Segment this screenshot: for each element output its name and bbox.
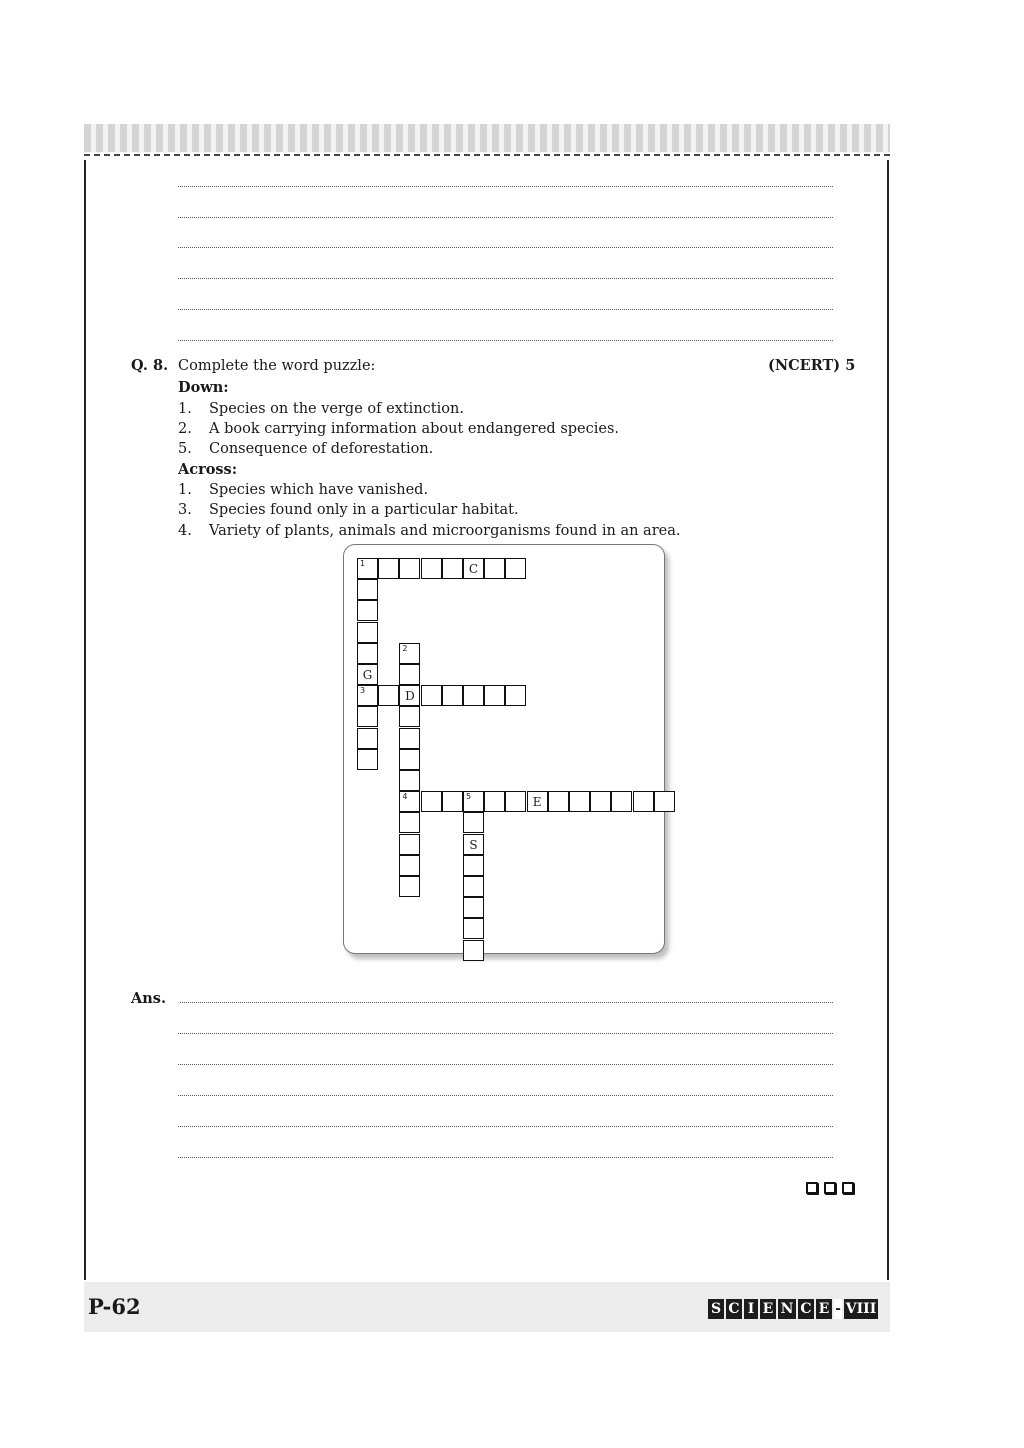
answer-label: Ans. <box>131 990 167 1007</box>
subject-letter: VIII <box>845 1301 877 1317</box>
crossword-cell[interactable] <box>357 558 378 579</box>
crossword-cell[interactable] <box>569 791 590 812</box>
crossword-cell[interactable] <box>463 855 484 876</box>
given-letter: G <box>362 668 373 682</box>
crossword-cell[interactable] <box>633 791 654 812</box>
subject-letter: - <box>835 1301 841 1317</box>
down-clue: Consequence of deforestation. <box>209 441 434 457</box>
crossword-cell[interactable] <box>357 579 378 600</box>
crossword-cell[interactable] <box>399 812 420 833</box>
crossword-cell[interactable] <box>357 664 378 685</box>
question-text: Complete the word puzzle: <box>178 358 376 374</box>
crossword-cell[interactable] <box>421 558 442 579</box>
answer-line[interactable] <box>178 1126 833 1127</box>
subject-letter: C <box>726 1299 742 1319</box>
answer-line[interactable] <box>178 217 833 218</box>
across-clue: Species found only in a particular habitat. <box>209 502 519 518</box>
down-clue: Species on the verge of extinction. <box>209 401 464 417</box>
down-clue-number: 1. <box>178 401 192 417</box>
question-marks: (NCERT) 5 <box>768 357 856 374</box>
down-clue-number: 5. <box>178 441 192 457</box>
crossword-cell[interactable] <box>463 812 484 833</box>
page-number: P-62 <box>88 1294 141 1319</box>
crossword-cell[interactable] <box>399 706 420 727</box>
crossword-cell[interactable] <box>527 791 548 812</box>
crossword-cell[interactable] <box>611 791 632 812</box>
answer-line[interactable] <box>178 1064 833 1065</box>
crossword-cell[interactable] <box>399 770 420 791</box>
across-clue-number: 1. <box>178 482 192 498</box>
crossword-cell[interactable] <box>399 876 420 897</box>
answer-line[interactable] <box>178 186 833 187</box>
crossword-cell[interactable] <box>421 685 442 706</box>
crossword-cell[interactable] <box>399 685 420 706</box>
crossword-cell[interactable] <box>463 897 484 918</box>
given-letter: D <box>405 689 415 704</box>
crossword-cell[interactable] <box>442 558 463 579</box>
header-stripe <box>84 124 890 152</box>
crossword-card <box>343 544 665 954</box>
crossword-cell[interactable] <box>421 791 442 812</box>
crossword-cell[interactable] <box>378 685 399 706</box>
crossword-cell[interactable] <box>399 834 420 855</box>
crossword-cell[interactable] <box>357 685 378 706</box>
crossword-cell[interactable] <box>442 791 463 812</box>
crossword-cell[interactable] <box>654 791 675 812</box>
left-border <box>84 160 86 1280</box>
clue-number: 2 <box>402 643 408 653</box>
crossword-cell[interactable] <box>463 918 484 939</box>
crossword-cell[interactable] <box>505 558 526 579</box>
answer-line[interactable] <box>178 1095 833 1096</box>
crossword-cell[interactable] <box>399 728 420 749</box>
crossword-cell[interactable] <box>357 749 378 770</box>
subject-letter: S <box>708 1299 724 1319</box>
end-mark-icon <box>824 1182 836 1194</box>
crossword-cell[interactable] <box>357 728 378 749</box>
given-letter: E <box>532 795 542 810</box>
end-mark-icon <box>842 1182 854 1194</box>
crossword-cell[interactable] <box>484 685 505 706</box>
crossword-cell[interactable] <box>399 664 420 685</box>
subject-letter: I <box>744 1299 758 1319</box>
across-clue-number: 3. <box>178 502 192 518</box>
end-mark-icon <box>806 1182 818 1194</box>
down-heading: Down: <box>178 379 229 396</box>
subject-badge <box>708 1299 878 1319</box>
given-letter: C <box>468 562 479 576</box>
crossword-cell[interactable] <box>463 834 484 855</box>
across-clue: Species which have vanished. <box>209 482 429 498</box>
header-dashed-line <box>84 154 890 156</box>
clue-number: 1 <box>360 559 366 568</box>
crossword-cell[interactable] <box>357 643 378 664</box>
crossword-cell[interactable] <box>548 791 569 812</box>
crossword-cell[interactable] <box>484 791 505 812</box>
crossword-cell[interactable] <box>357 706 378 727</box>
crossword-cell[interactable] <box>463 685 484 706</box>
answer-line[interactable] <box>178 309 833 310</box>
down-clue-number: 2. <box>178 421 192 437</box>
answer-line[interactable] <box>178 340 833 341</box>
given-letter: S <box>469 837 478 852</box>
crossword-cell[interactable] <box>378 558 399 579</box>
across-heading: Across: <box>178 461 238 478</box>
answer-line[interactable] <box>178 1033 833 1034</box>
crossword-cell[interactable] <box>399 558 420 579</box>
across-clue: Variety of plants, animals and microorganisms found in an area. <box>209 523 681 539</box>
crossword-cell[interactable] <box>399 791 420 812</box>
clue-number: 4 <box>402 792 408 802</box>
crossword-cell[interactable] <box>399 643 420 664</box>
crossword-cell[interactable] <box>484 558 505 579</box>
crossword-cell[interactable] <box>590 791 611 812</box>
clue-number: 5 <box>466 792 472 802</box>
crossword-cell[interactable] <box>505 791 526 812</box>
answer-line[interactable] <box>178 1157 833 1158</box>
crossword-cell[interactable] <box>463 791 484 812</box>
right-border <box>887 160 889 1280</box>
down-clue: A book carrying information about endangered species. <box>209 421 620 437</box>
answer-line[interactable] <box>178 278 833 279</box>
crossword-cell[interactable] <box>357 600 378 621</box>
crossword-cell[interactable] <box>399 855 420 876</box>
crossword-cell[interactable] <box>442 685 463 706</box>
answer-line[interactable] <box>178 247 833 248</box>
subject-letter: E <box>816 1299 832 1319</box>
crossword-cell[interactable] <box>399 749 420 770</box>
subject-letter: E <box>760 1299 776 1319</box>
crossword-cell[interactable] <box>505 685 526 706</box>
crossword-cell[interactable] <box>463 940 484 961</box>
question-number: Q. 8. <box>131 357 169 374</box>
answer-line[interactable] <box>180 1002 833 1003</box>
crossword-cell[interactable] <box>357 622 378 643</box>
clue-number: 3 <box>360 686 366 696</box>
across-clue-number: 4. <box>178 523 192 539</box>
crossword-cell[interactable] <box>463 558 484 579</box>
crossword-cell[interactable] <box>463 876 484 897</box>
subject-letter: C <box>798 1299 814 1319</box>
subject-letter: N <box>778 1299 796 1319</box>
